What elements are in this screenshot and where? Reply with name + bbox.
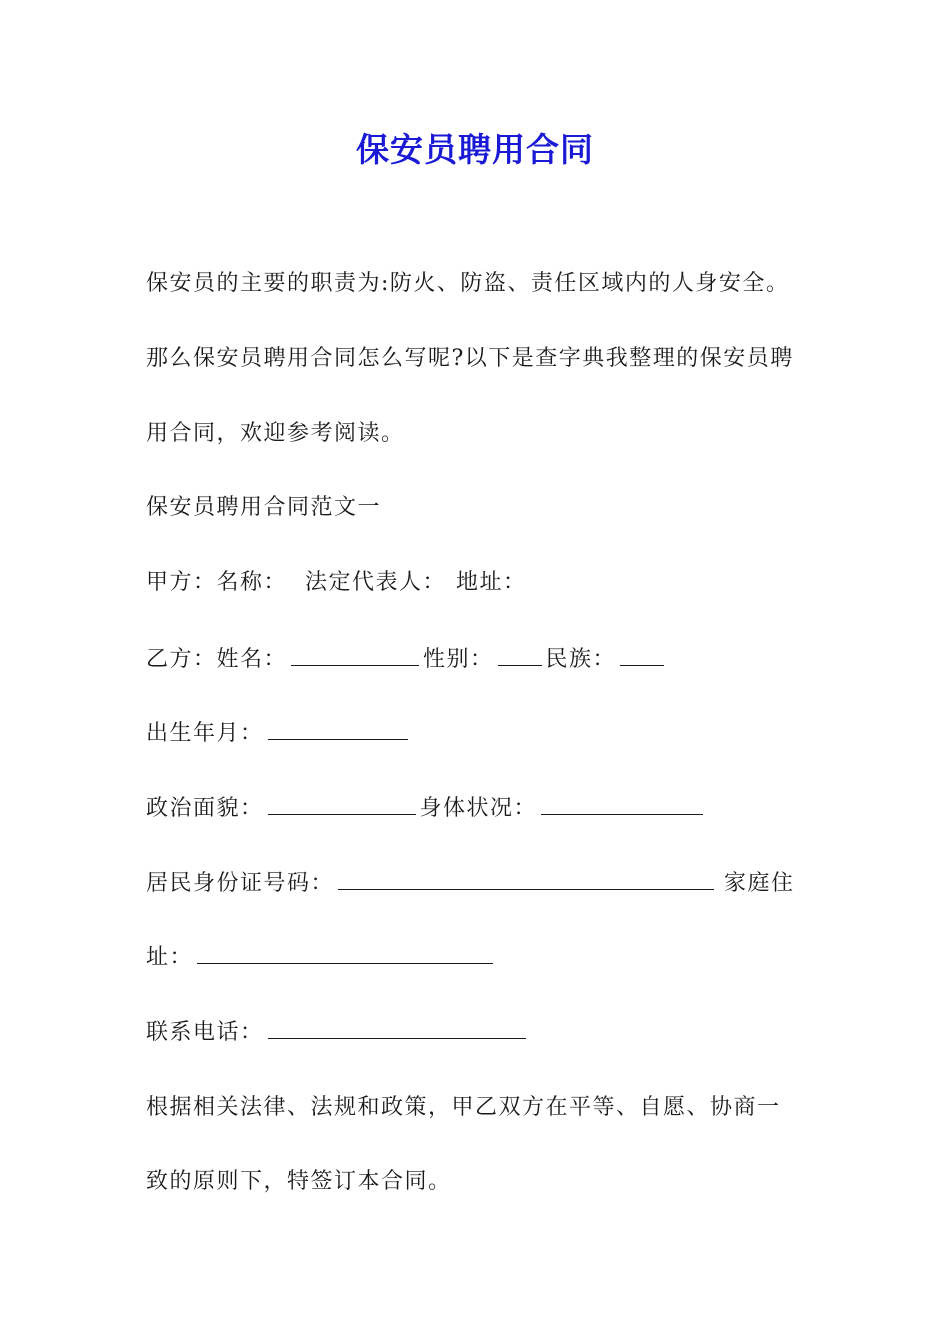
party-a-rep-label: 法定代表人： <box>305 570 447 595</box>
intro-paragraph-line-1: 保安员的主要的职责为:防火、防盗、责任区域内的人身安全。 <box>146 271 790 296</box>
party-b-label: 乙方： <box>146 647 217 672</box>
party-b-name-label: 姓名： <box>216 647 288 672</box>
ethnicity-label: 民族： <box>545 647 617 672</box>
closing-paragraph-line-1: 根据相关法律、法规和政策，甲乙双方在平等、自愿、协商一 <box>146 1095 781 1120</box>
party-a-line <box>146 567 826 599</box>
phone-label: 联系电话： <box>146 1020 264 1045</box>
home-label-part2: 址： <box>146 945 194 970</box>
id-label: 居民身份证号码： <box>146 871 335 896</box>
gender-label: 性别： <box>423 647 494 672</box>
birth-label: 出生年月： <box>146 721 264 746</box>
id-line <box>146 867 826 900</box>
intro-paragraph-line-3: 用合同，欢迎参考阅读。 <box>146 421 405 446</box>
political-blank[interactable] <box>268 792 416 815</box>
id-blank[interactable] <box>338 867 714 890</box>
health-blank[interactable] <box>541 792 703 815</box>
intro-paragraph-line-2: 那么保安员聘用合同怎么写呢?以下是查字典我整理的保安员聘 <box>146 346 794 371</box>
party-a-address-label: 地址： <box>456 570 527 595</box>
political-label: 政治面貌： <box>146 796 264 821</box>
birth-line <box>146 717 826 750</box>
closing-paragraph-line-2: 致的原则下，特签订本合同。 <box>146 1169 452 1194</box>
gender-blank[interactable] <box>498 643 542 666</box>
document-title: 保安员聘用合同 <box>356 130 594 169</box>
political-health-line <box>146 792 826 825</box>
party-b-line <box>146 643 826 676</box>
party-a-name-label: 名称： <box>216 570 288 595</box>
birth-blank[interactable] <box>268 717 408 740</box>
health-label: 身体状况： <box>419 796 538 821</box>
home-label-part1: 家庭住 <box>724 871 795 896</box>
section-heading: 保安员聘用合同范文一 <box>146 495 382 520</box>
phone-blank[interactable] <box>268 1016 526 1039</box>
party-a-label: 甲方： <box>146 570 217 595</box>
ethnicity-blank[interactable] <box>620 643 664 666</box>
phone-line <box>146 1016 826 1049</box>
home-address-blank[interactable] <box>197 941 493 964</box>
name-blank[interactable] <box>291 643 419 666</box>
home-address-line <box>146 941 826 974</box>
